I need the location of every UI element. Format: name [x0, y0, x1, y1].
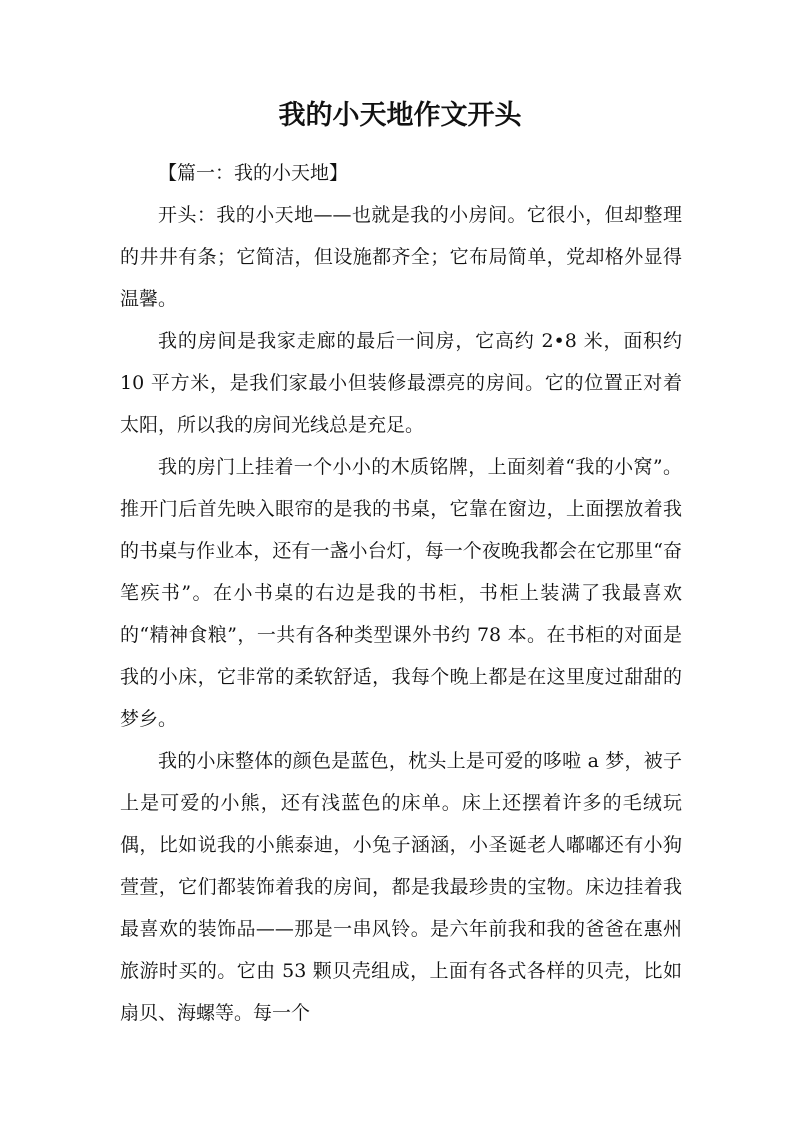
section-label: 【篇一：我的小天地】 [158, 162, 349, 184]
paragraph-furniture: 我的房门上挂着一个小小的木质铭牌，上面刻着“我的小窝”。推开门后首先映入眼帘的是我的书桌，它靠在窗边，上面摆放着我的书桌与作业本，还有一盏小台灯，每一个夜晚我都会在它那里“奋笔疾书”。在小书桌的右边是我的书柜，书柜上装满了我最喜欢的“精神食粮”，一共有各种类型课外书约 78 本。在书柜的对面是我的小床，它非常的柔软舒适，我每个晚上都是在这里度过甜甜的梦乡。 [120, 456, 682, 730]
paragraph-room-size: 我的房间是我家走廊的最后一间房，它高约 2•8 米，面积约 10 平方米，是我们家最小但装修最漂亮的房间。它的位置正对着太阳，所以我的房间光线总是充足。 [120, 330, 682, 436]
page-title: 我的小天地作文开头 [278, 100, 522, 131]
document-body [120, 152, 682, 1034]
paragraph-bed: 我的小床整体的颜色是蓝色，枕头上是可爱的哆啦 a 梦，被子上是可爱的小熊，还有浅蓝色的床单。床上还摆着许多的毛绒玩偶，比如说我的小熊泰迪，小兔子涵涵，小圣诞老人嘟嘟还有小狗萱萱，它们都装饰着我的房间，都是我最珍贵的宝物。床边挂着我最喜欢的装饰品——那是一串风铃。是六年前我和我的爸爸在惠州旅游时买的。它由 53 颗贝壳组成，上面有各式各样的贝壳，比如扇贝、海螺等。每一个 [120, 750, 682, 1024]
paragraph-opening: 开头：我的小天地——也就是我的小房间。它很小，但却整理的井井有条；它简洁，但设施都齐全；它布局简单，党却格外显得温馨。 [120, 204, 682, 310]
